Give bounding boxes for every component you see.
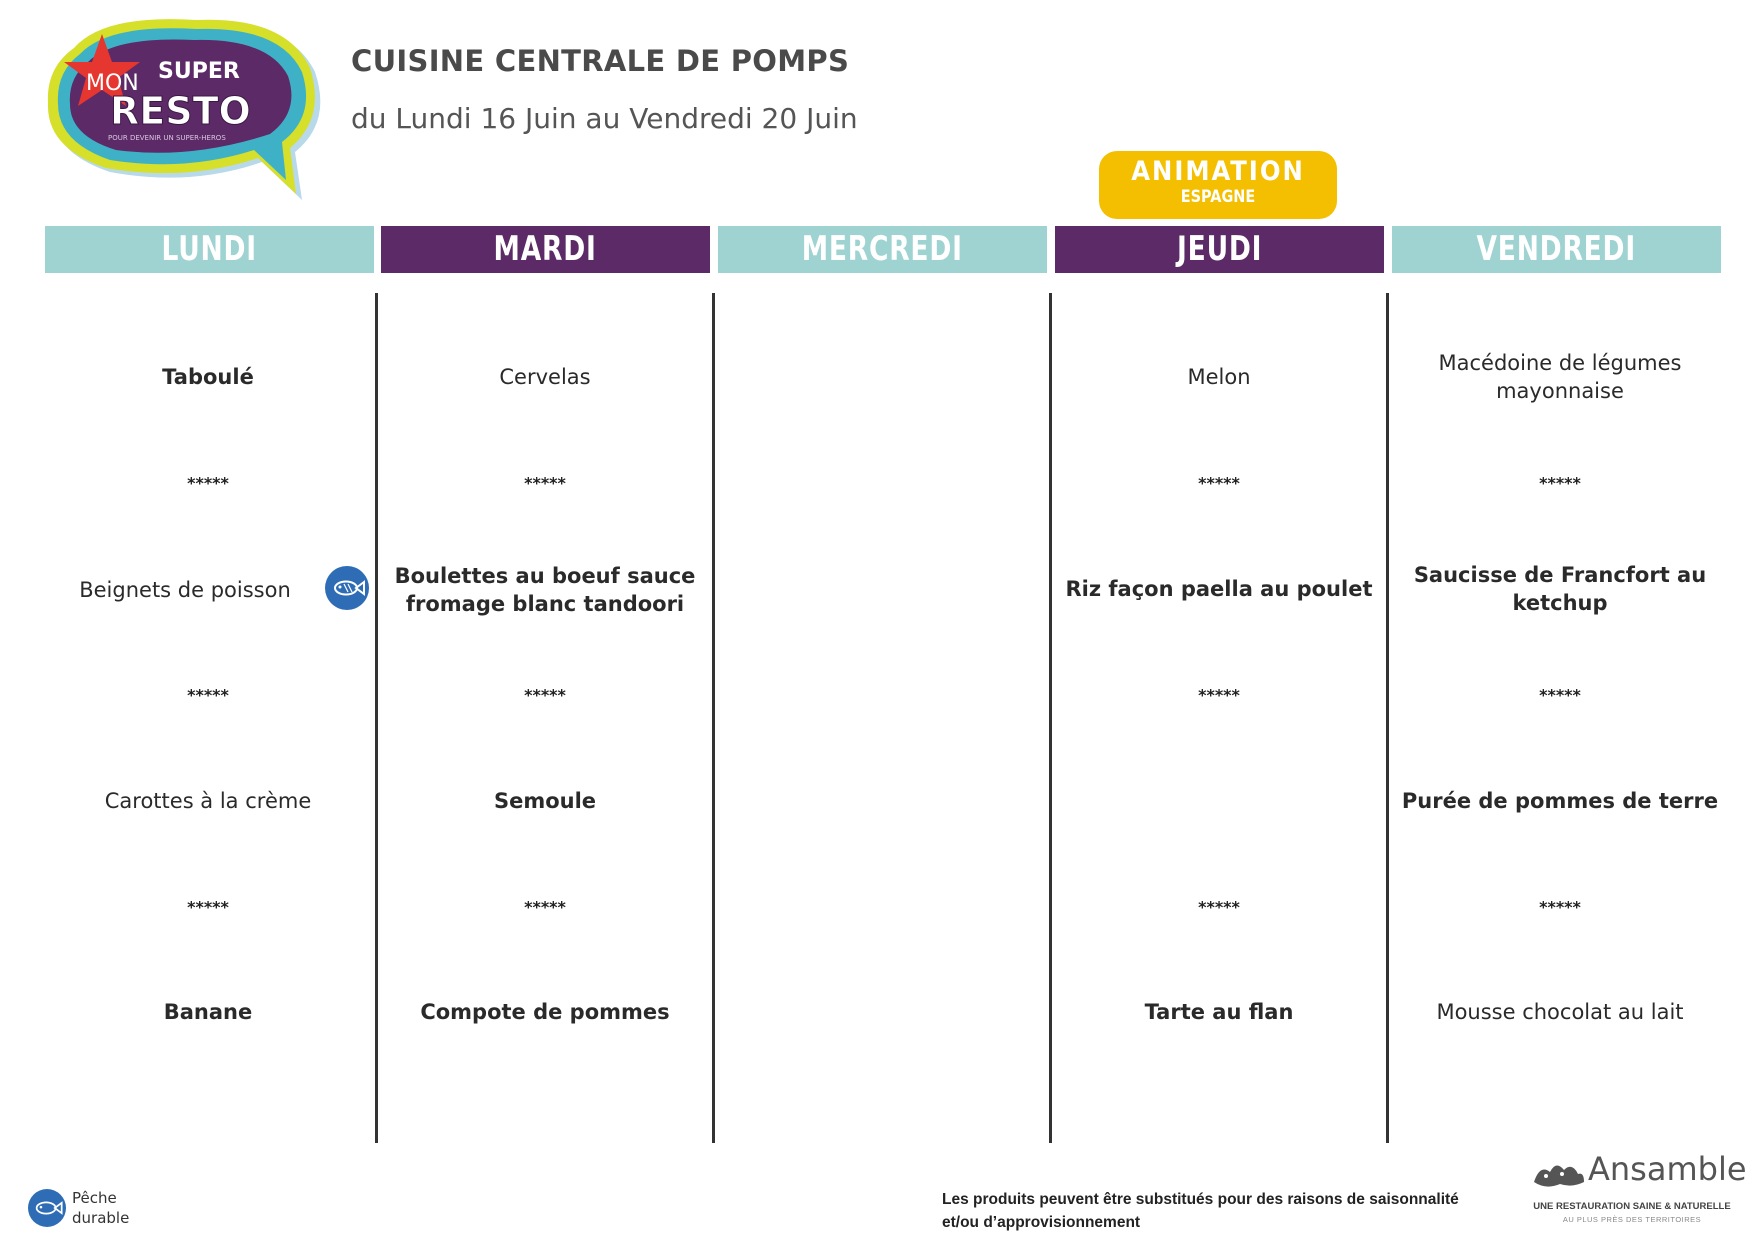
logo-text-super: SUPER bbox=[158, 59, 240, 84]
date-range: du Lundi 16 Juin au Vendredi 20 Juin bbox=[351, 102, 858, 135]
fish-icon bbox=[325, 566, 369, 610]
legend-label-line2: durable bbox=[72, 1209, 130, 1227]
separator-stars: ***** bbox=[1539, 685, 1581, 705]
menu-item-vendredi-accompagnement: Purée de pommes de terre bbox=[1401, 789, 1719, 813]
fish-icon bbox=[28, 1189, 66, 1227]
menu-item-mardi-dessert: Compote de pommes bbox=[420, 1000, 670, 1024]
menu-item-lundi-dessert: Banane bbox=[163, 1000, 253, 1024]
day-header-mercredi bbox=[718, 226, 1047, 273]
menu-item-lundi-accompagnement: Carottes à la crème bbox=[104, 789, 312, 813]
menu-item-vendredi-plat: Saucisse de Francfort au ketchup bbox=[1413, 563, 1707, 615]
menu-item-jeudi-entree: Melon bbox=[1187, 365, 1251, 389]
menu-item-mardi-plat: Boulettes au boeuf sauce fromage blanc tandoori bbox=[394, 564, 696, 616]
disclaimer-line1: Les produits peuvent être substitués pour des raisons de saisonnalité bbox=[942, 1191, 1459, 1208]
brand-subtagline: AU PLUS PRÈS DES TERRITOIRES bbox=[1562, 1215, 1702, 1224]
legend-label bbox=[72, 1188, 162, 1228]
day-label: LUNDI bbox=[161, 229, 258, 269]
separator-stars: ***** bbox=[1539, 473, 1581, 493]
day-label: MERCREDI bbox=[801, 229, 964, 269]
disclaimer bbox=[942, 1188, 1522, 1234]
animation-badge bbox=[1099, 151, 1337, 219]
menu-item-vendredi-entree: Macédoine de légumes mayonnaise bbox=[1438, 351, 1682, 403]
separator-stars: ***** bbox=[1198, 685, 1240, 705]
menu-item-lundi-entree: Taboulé bbox=[162, 365, 254, 389]
peche-durable-badge bbox=[325, 566, 369, 610]
ansamble-mark-icon bbox=[1532, 1158, 1586, 1192]
mon-super-resto-logo bbox=[40, 12, 330, 212]
column-divider bbox=[375, 293, 378, 1143]
page-title: CUISINE CENTRALE DE POMPS bbox=[351, 44, 850, 78]
column-divider bbox=[712, 293, 715, 1143]
separator-stars: ***** bbox=[1539, 897, 1581, 917]
menu-item-mardi-entree: Cervelas bbox=[499, 365, 591, 389]
menu-item-vendredi-dessert: Mousse chocolat au lait bbox=[1436, 1000, 1684, 1024]
day-header-lundi bbox=[45, 226, 374, 273]
separator-stars: ***** bbox=[524, 473, 566, 493]
day-header-mardi bbox=[381, 226, 710, 273]
logo-graphic bbox=[40, 12, 330, 212]
brand-tagline: UNE RESTAURATION SAINE & NATURELLE bbox=[1533, 1201, 1731, 1212]
column-divider bbox=[1386, 293, 1389, 1143]
animation-subtitle: ESPAGNE bbox=[1180, 187, 1256, 207]
separator-stars: ***** bbox=[1198, 897, 1240, 917]
separator-stars: ***** bbox=[187, 685, 229, 705]
menu-item-jeudi-dessert: Tarte au flan bbox=[1144, 1000, 1294, 1024]
day-label: VENDREDI bbox=[1476, 229, 1637, 269]
separator-stars: ***** bbox=[187, 473, 229, 493]
day-header-vendredi bbox=[1392, 226, 1721, 273]
day-header-jeudi bbox=[1055, 226, 1384, 273]
legend-fish-badge bbox=[28, 1189, 66, 1227]
logo-text-mon: MON bbox=[86, 71, 139, 96]
separator-stars: ***** bbox=[524, 685, 566, 705]
day-label: JEUDI bbox=[1176, 229, 1263, 269]
logo-tagline: POUR DEVENIR UN SUPER-HEROS bbox=[108, 134, 226, 142]
ansamble-logo bbox=[1532, 1150, 1747, 1230]
menu-item-jeudi-plat: Riz façon paella au poulet bbox=[1065, 577, 1373, 601]
logo-text-resto: RESTO bbox=[110, 89, 251, 133]
legend-label-line1: Pêche bbox=[72, 1189, 117, 1207]
menu-item-mardi-accompagnement: Semoule bbox=[493, 789, 597, 813]
separator-stars: ***** bbox=[524, 897, 566, 917]
day-label: MARDI bbox=[493, 229, 598, 269]
disclaimer-line2: et/ou d’approvisionnement bbox=[942, 1214, 1141, 1231]
separator-stars: ***** bbox=[1198, 473, 1240, 493]
animation-title: ANIMATION bbox=[1131, 156, 1305, 187]
separator-stars: ***** bbox=[187, 897, 229, 917]
column-divider bbox=[1049, 293, 1052, 1143]
menu-item-lundi-plat: Beignets de poisson bbox=[79, 578, 291, 602]
brand-name: Ansamble bbox=[1588, 1150, 1747, 1188]
